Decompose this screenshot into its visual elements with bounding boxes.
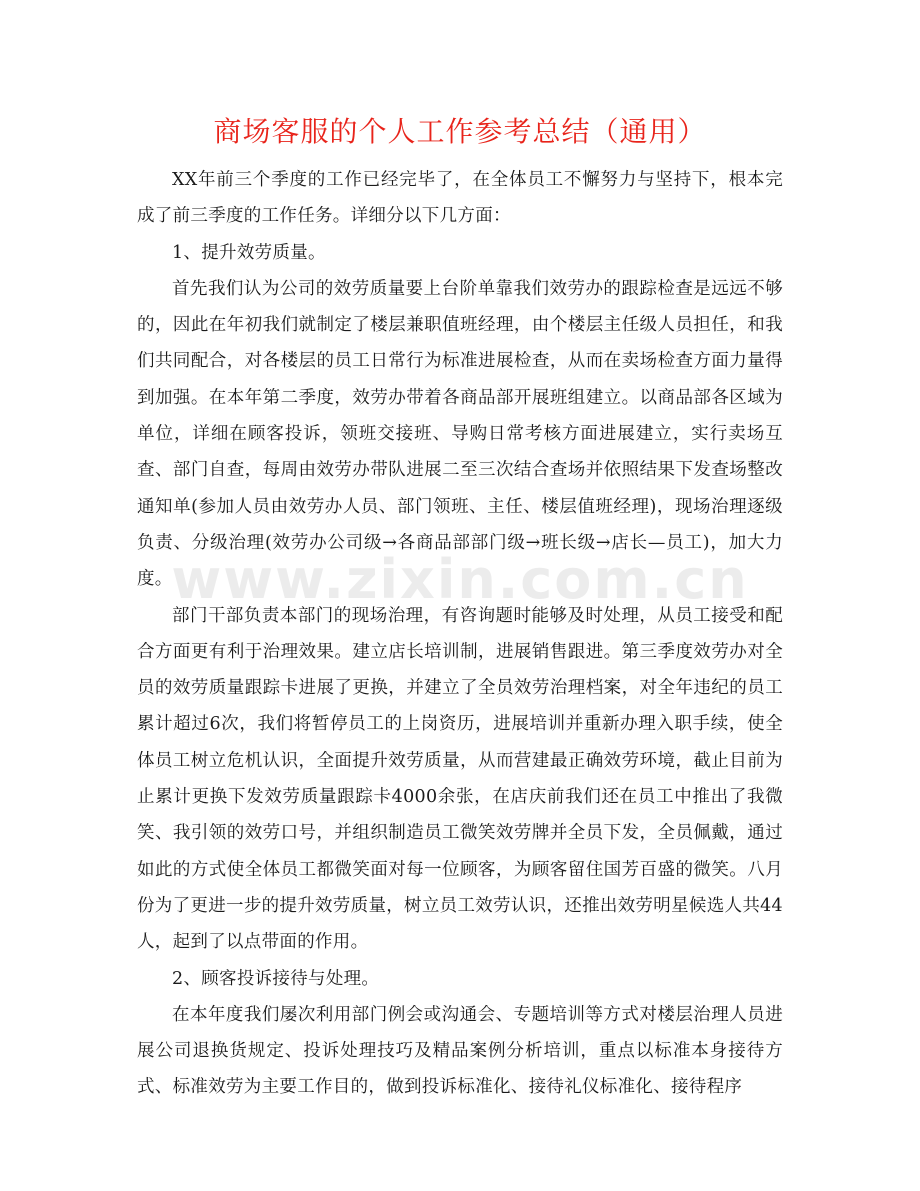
paragraph-complaints: 在本年度我们屡次利用部门例会或沟通会、专题培训等方式对楼层治理人员进展公司退换货规定、投诉处理技巧及精品案例分析培训，重点以标准本身接待方式、标准效劳为主要工作目的，做到投诉标准化、接待礼仪标准化、接待程序 <box>137 1004 783 1098</box>
paragraph-service-quality-2: 部门干部负责本部门的现场治理，有咨询题时能够及时处理，从员工接受和配合方面更有利于治理效果。建立店长培训制，进展销售跟进。第三季度效劳办对全员的效劳质量跟踪卡进展了更换，并建立了全员效劳治理档案，对全年违纪的员工累计超过6次，我们将暂停员工的上岗资历，进展培训并重新办理入职手续，使全体员工树立危机认识，全面提升效劳质量，从而营建最正确效劳环境，截止目前为止累计更换下发效劳质量跟踪卡4000余张，在店庆前我们还在员工中推出了我微笑、我引领的效劳口号，并组织制造员工微笑效劳牌并全员下发，全员佩戴，通过如此的方式使全体员工都微笑面对每一位顾客，为顾客留住国芳百盛的微笑。八月份为了更进一步的提升效劳质量，树立员工效劳认识，还推出效劳明星候选人共44人，起到了以点带面的作用。 <box>137 605 783 953</box>
paragraph-service-quality-1: 首先我们认为公司的效劳质量要上台阶单靠我们效劳办的跟踪检查是远远不够的，因此在年初我们就制定了楼层兼职值班经理，由个楼层主任级人员担任，和我们共同配合，对各楼层的员工日常行为标准进展检查，从而在卖场检查方面力量得到加强。在本年第二季度，效劳办带着各商品部开展班组建立。以商品部各区域为单位，详细在顾客投诉，领班交接班、导购日常考核方面进展建立，实行卖场互查、部门自查，每周由效劳办带队进展二至三次结合查场并依照结果下发查场整改通知单(参加人员由效劳办人员、部门领班、主任、楼层值班经理)，现场治理逐级负责、分级治理(效劳办公司级→各商品部部门级→班长级→店长—员工)，加大力度。 <box>137 278 783 590</box>
document-body <box>137 162 783 1106</box>
document-title: 商场客服的个人工作参考总结（通用） <box>213 115 707 148</box>
section-heading-service-quality: 1、提升效劳质量。 <box>172 242 326 263</box>
watermark-text: www.zixin.com.cn <box>171 548 749 611</box>
paragraph-intro: XX年前三个季度的工作已经完毕了，在全体员工不懈努力与坚持下，根本完成了前三季度的工作任务。详细分以下几方面： <box>137 170 783 227</box>
section-heading-complaints: 2、顾客投诉接待与处理。 <box>172 968 380 989</box>
